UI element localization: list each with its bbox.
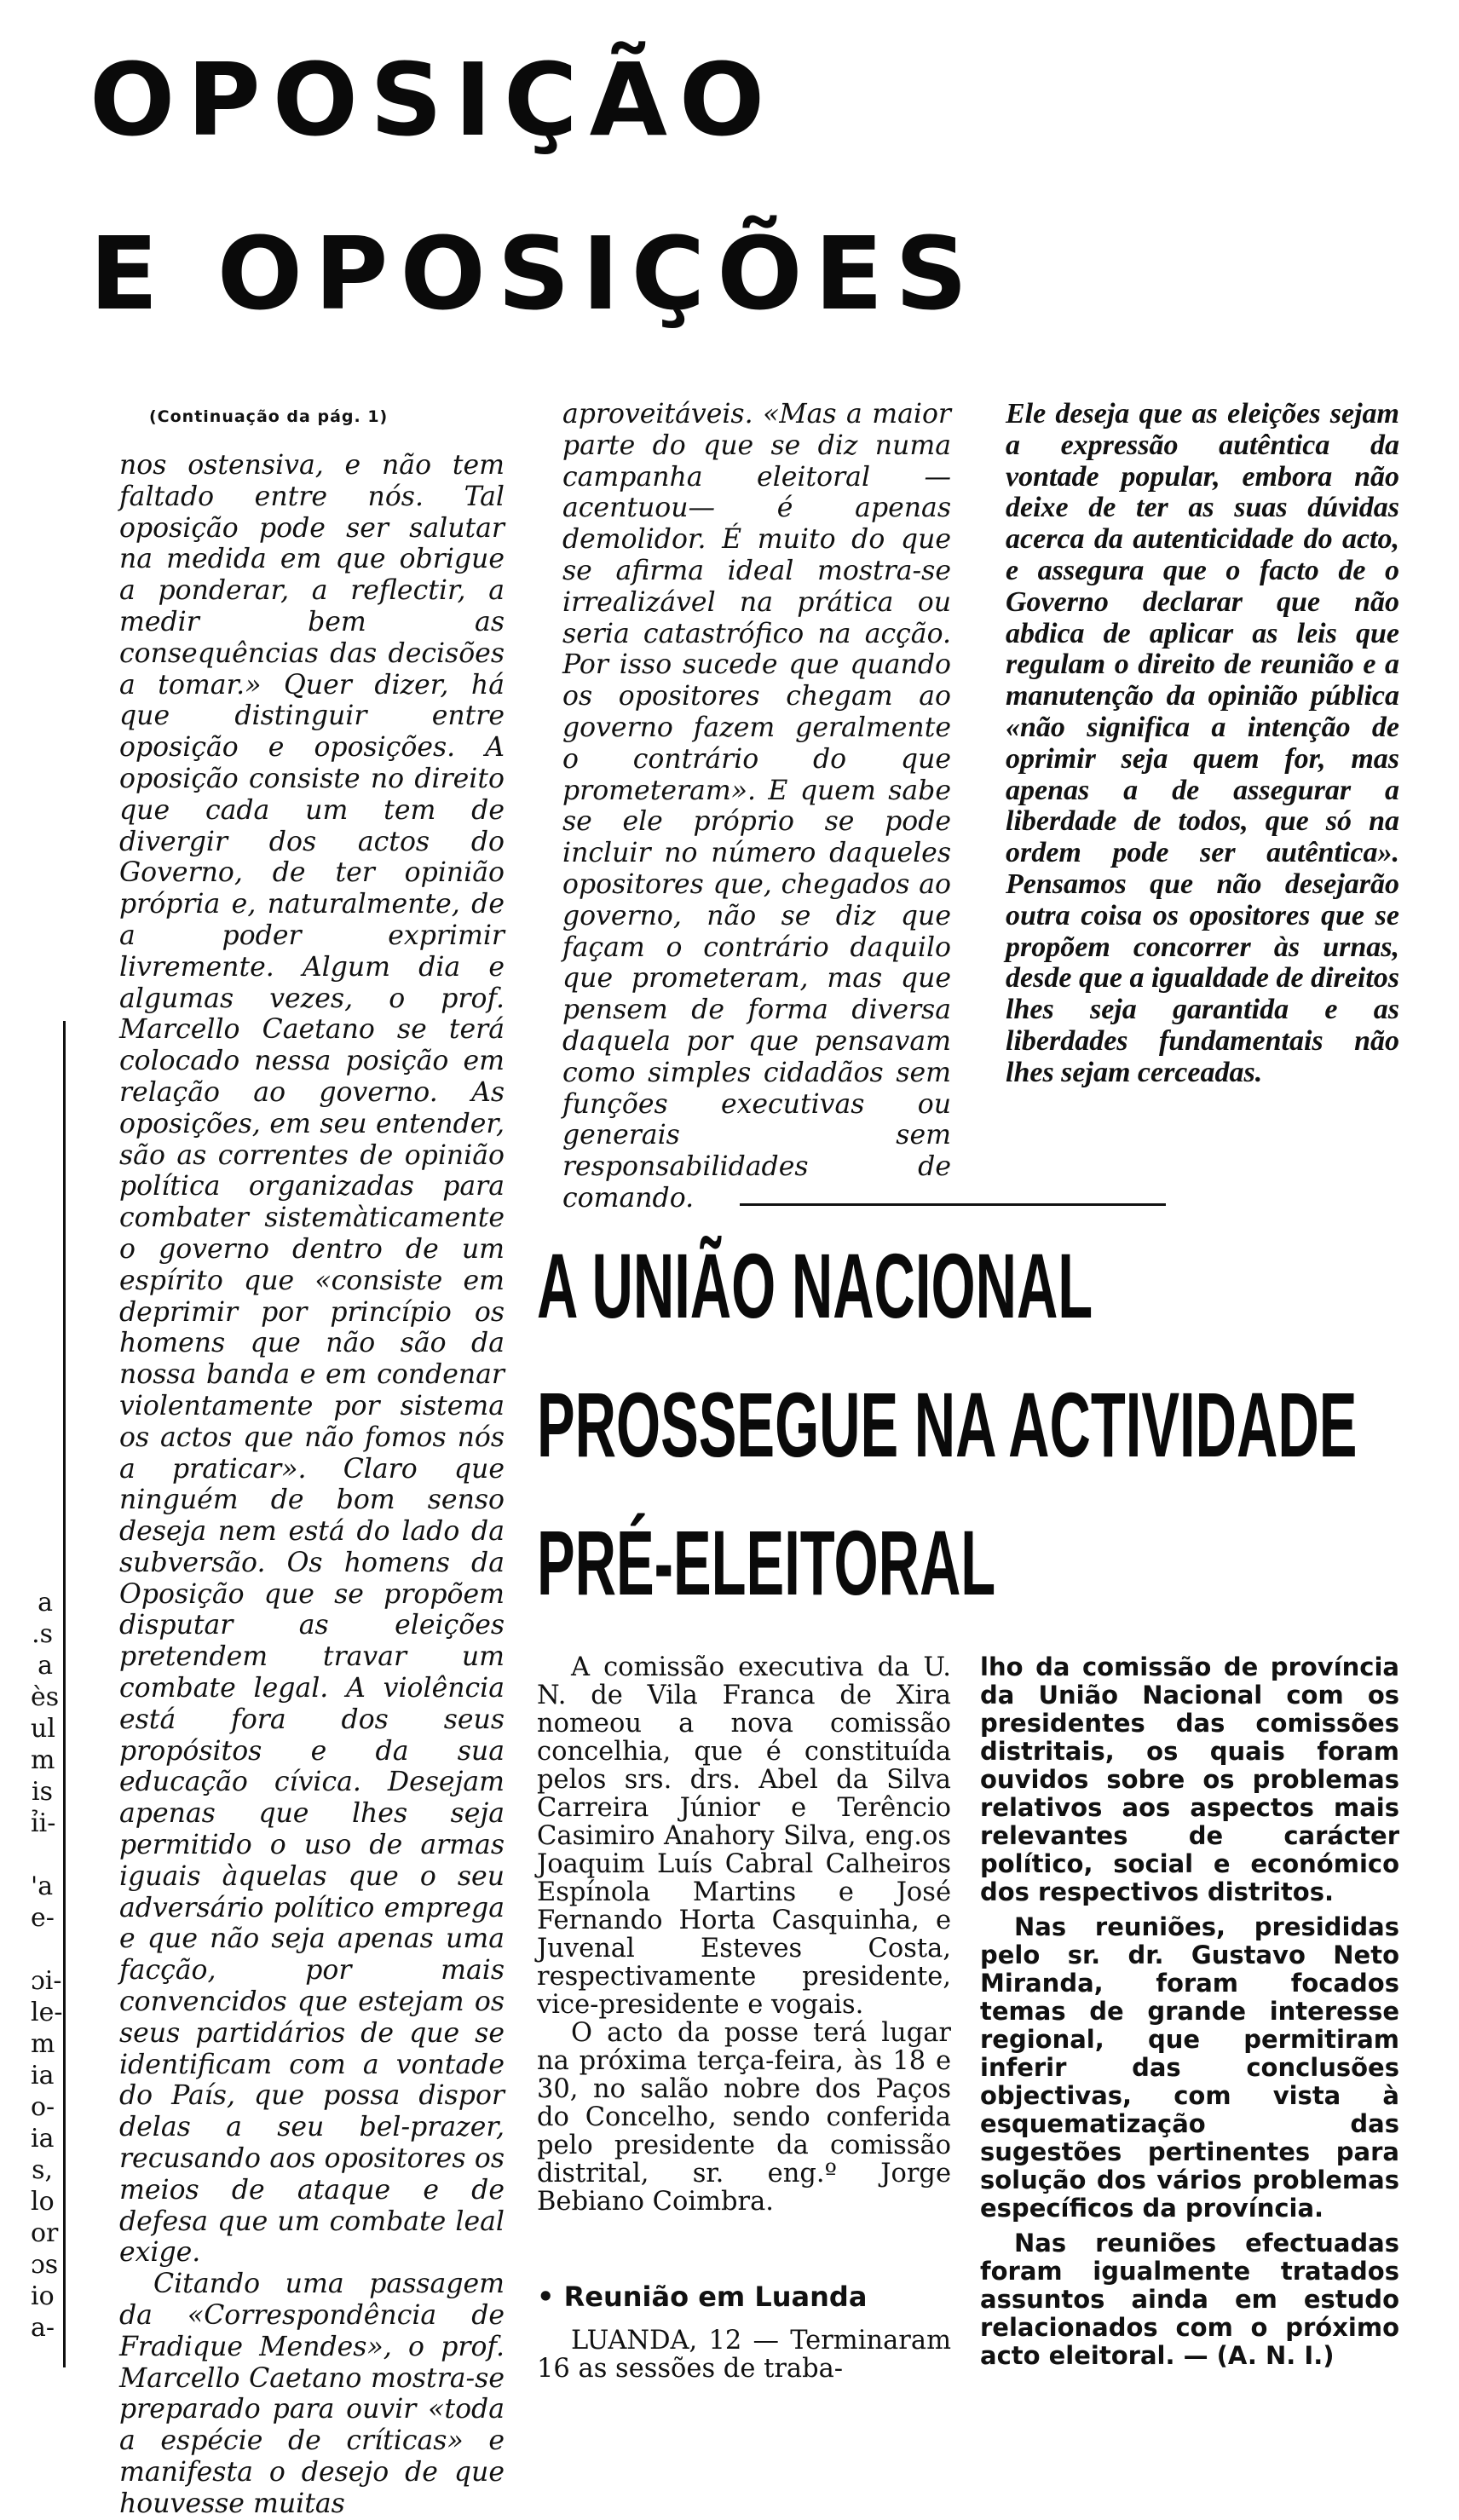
margin-fragment: .s: [32, 1619, 53, 1649]
margin-fragment: ɔi-: [31, 1966, 62, 1996]
col3-paragraph-1: Ele deseja que as eleições sejam a expressão autêntica da vontade popular, embora não deixe de ter as suas dúvidas acerca da autenticidade do acto, e assegura que o facto de o Governo declarar que não abdica de aplicar as leis que regulam o direito de reunião e a manutenção da opinião pública «não significa a intenção de oprimir seja quem for, mas apenas a de assegurar a liberdade de todos, que só na ordem pode ser autêntica». Pensamos que não desejarão outra coisa os opositores que se propõem concorrer às urnas, desde que a igualdade de direitos lhes seja garantida e as liberdades fundamentais não lhes sejam cerceadas.: [1006, 398, 1399, 1088]
margin-fragment: s,: [32, 2155, 53, 2185]
margin-fragment: o-: [31, 2092, 55, 2122]
margin-fragment: [31, 1839, 53, 1871]
article2-column-a-continued: [537, 2327, 951, 2383]
margin-fragment: ɔs: [31, 2250, 59, 2280]
margin-fragment: ès: [31, 1682, 60, 1712]
margin-fragments: [31, 1587, 63, 2344]
margin-fragment: [31, 1934, 53, 1965]
margin-fragment: m: [31, 1745, 55, 1775]
column-1: [119, 450, 505, 2520]
margin-fragment: ia: [31, 2124, 55, 2154]
margin-fragment: ia: [31, 2061, 55, 2090]
article2-column-a: [537, 1653, 951, 2216]
col2-paragraph-1: aproveitáveis. «Mas a maior parte do que se diz numa campanha eleitoral —acentuou— é apenas demolidor. É muito do que se afirma ideal mostra-se irrealizável na prática ou seria catastrófico na acção. Por isso sucede que quando os opositores chegam ao governo fazem geralmente o contrário do que prometeram». E quem sabe se ele próprio se pode incluir no número daqueles opositores que, chegados ao governo, não se diz que façam o contrário daquilo que prometeram, mas que pensem de forma diversa daquela por que pensavam como simples cidadãos sem funções executivas ou generais sem responsabilidades de comando.: [562, 399, 951, 1214]
headline2-line-2: PROSSEGUE NA ACTIVIDADE: [537, 1373, 1358, 1476]
article2-column-b: [980, 1653, 1399, 2370]
article2-a-paragraph-2: O acto da posse terá lugar na próxima terça-feira, às 18 e 30, no salão nobre dos Paços do Concelho, sendo conferida pelo presidente da comissão distrital, sr. eng.º Jorge Bebiano Coimbra.: [537, 2018, 951, 2217]
margin-fragment: or: [31, 2218, 59, 2248]
article2-b-paragraph-2: Nas reuniões, presididas pelo sr. dr. Gustavo Neto Miranda, foram focados temas de grande interesse regional, que permitiram inferir das conclusões objectivas, com vista à esquematização das sugestões pertinentes para solução dos vários problemas específicos da província.: [980, 1912, 1399, 2223]
margin-fragment: lo: [31, 2187, 55, 2217]
margin-fragment: io: [31, 2281, 55, 2311]
margin-fragment: is: [32, 1777, 53, 1807]
margin-fragment: m: [31, 2029, 55, 2059]
headline2-line-3: PRÉ-ELEITORAL: [537, 1511, 996, 1614]
headline2-line-1: A UNIÃO NACIONAL: [537, 1234, 1093, 1337]
left-margin-rule: [63, 1021, 66, 2367]
margin-fragment: a: [37, 1588, 53, 1618]
article2-b-paragraph-3: Nas reuniões efectuadas foram igualmente tratados assuntos ainda em estudo relacionados com o próximo acto eleitoral. — (A. N. I.): [980, 2229, 1399, 2370]
article2-b-paragraph-1: lho da comissão de província da União Nacional com os presidentes das comissões distritais, os quais foram ouvidos sobre os problemas relativos aos aspectos mais relevantes de carácter político, social e económico dos respectivos distritos.: [980, 1652, 1399, 1906]
margin-fragment: e-: [31, 1903, 55, 1933]
margin-fragment: ul: [31, 1714, 55, 1744]
column-3: [1006, 399, 1399, 1089]
article2-a-paragraph-1: A comissão executiva da U. N. de Vila Franca de Xira nomeou a nova comissão concelhia, que é constituída pelos srs. drs. Abel da Silva Carreira Júnior e Terêncio Casimiro Anahory Silva, eng.os Joaquim Luís Cabral Calheiros Espínola Martins e José Fernando Horta Casquinha, e Juvenal Esteves Costa, respectivamente presidente, vice-presidente e vogais.: [537, 1652, 951, 2020]
col1-paragraph-1: nos ostensiva, e não tem faltado entre nós. Tal oposição pode ser salutar na medida em que obrigue a ponderar, a reflectir, a medir bem as consequências das decisões a tomar.» Quer dizer, há que distinguir entre oposição e oposições. A oposição consiste no direito que cada um tem de divergir dos actos do Governo, de ter opinião própria e, naturalmente, de a poder exprimir livremente. Algum dia e algumas vezes, o prof. Marcello Caetano se terá colocado nessa posição em relação ao governo. As oposições, em seu entender, são as correntes de opinião política organizadas para combater sistemàticamente o governo dentro de um espírito que «consiste em deprimir por princípio os homens que não são da nossa banda e em condenar violentamente por sistema os actos que não fomos nós a praticar». Claro que ninguém de bom senso deseja nem está do lado da subversão. Os homens da Oposição que se propõem disputar as eleições pretendem travar um combate legal. A violência está fora dos seus propósitos e da sua educação cívica. Desejam apenas que lhes seja permitido o uso de armas iguais àquelas que o seu adversário político emprega e que não seja apenas uma facção, por mais convencidos que estejam os seus partidários de que se identificam com a vontade do País, que possa dispor delas a seu bel-prazer, recusando aos opositores os meios de ataque e de defesa que um combate leal exige.: [119, 450, 505, 2269]
headline-line-2: E OPOSIÇÕES: [89, 215, 980, 332]
section-divider: [740, 1203, 1166, 1206]
margin-fragment: a: [37, 1651, 53, 1681]
headline-line-1: OPOSIÇÃO: [89, 41, 777, 159]
margin-fragment: 'a: [31, 1871, 54, 1901]
margin-fragment: le-: [31, 1998, 63, 2027]
continuation-note: (Continuação da pág. 1): [149, 407, 389, 426]
article2-a-paragraph-3: LUANDA, 12 — Terminaram 16 as sessões de traba-: [537, 2326, 951, 2384]
margin-fragment: ỉi-: [31, 1808, 56, 1838]
margin-fragment: a-: [31, 2313, 55, 2343]
col1-paragraph-2: Citando uma passagem da «Correspondência de Fradique Mendes», o prof. Marcello Caetano mostra-se preparado para ouvir «toda a espécie de críticas» e manifesta o desejo de que houvesse muitas: [119, 2269, 505, 2519]
subhead-luanda: • Reunião em Luanda: [537, 2281, 868, 2313]
column-2: [562, 399, 951, 1214]
